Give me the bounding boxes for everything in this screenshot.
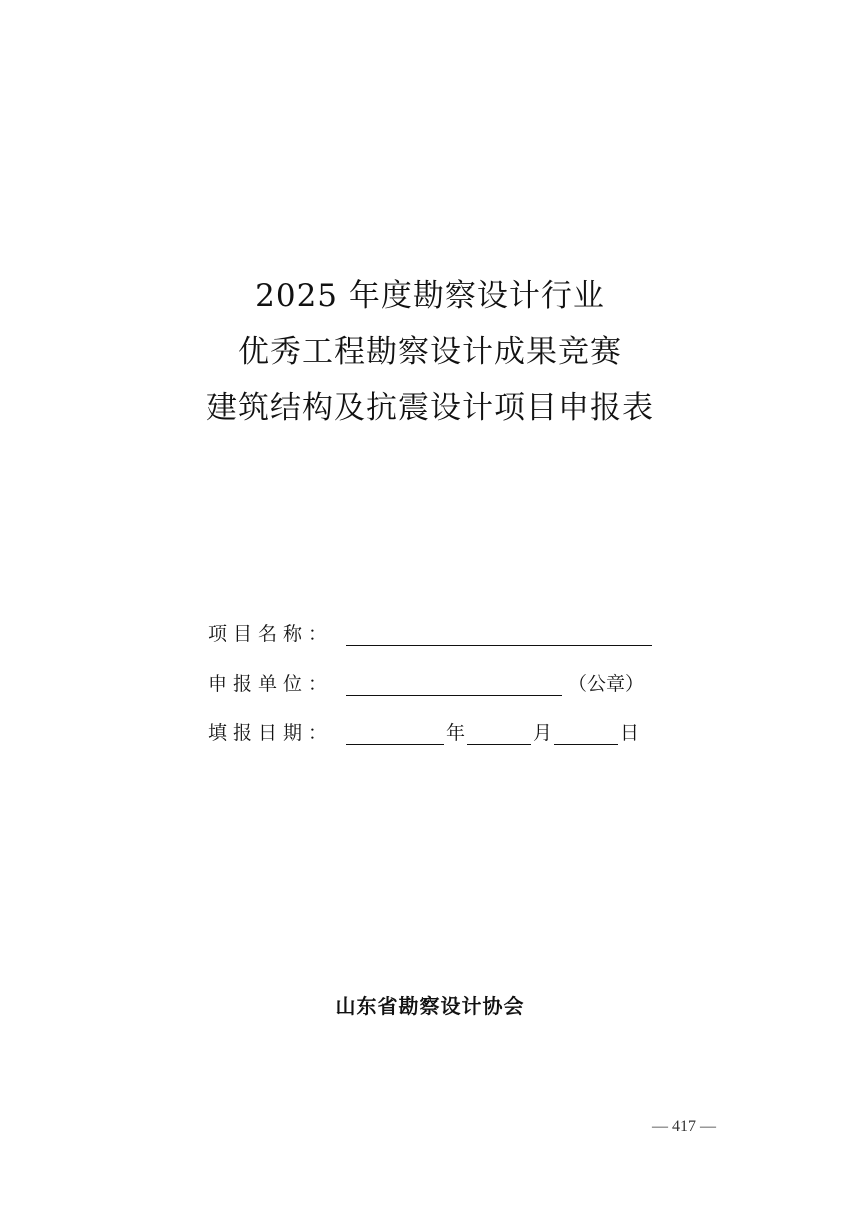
title-line-1: 2025 年度勘察设计行业 bbox=[255, 278, 605, 314]
organization-name: 山东省勘察设计协会 bbox=[335, 994, 525, 1018]
day-unit: 日 bbox=[620, 722, 640, 744]
month-unit: 月 bbox=[533, 722, 553, 744]
day-field[interactable] bbox=[554, 744, 618, 745]
fill-date-label: 填报日期： bbox=[208, 722, 334, 744]
applicant-unit-label: 申报单位： bbox=[208, 673, 334, 695]
seal-note: （公章） bbox=[568, 673, 645, 695]
project-name-label: 项目名称： bbox=[208, 623, 334, 645]
title-line-3: 建筑结构及抗震设计项目申报表 bbox=[206, 390, 654, 426]
month-field[interactable] bbox=[467, 744, 531, 745]
page-number: — 417 — bbox=[652, 1118, 716, 1135]
title-line-2: 优秀工程勘察设计成果竞赛 bbox=[238, 334, 622, 370]
year-field[interactable] bbox=[346, 744, 444, 745]
applicant-unit-field[interactable] bbox=[346, 695, 562, 696]
project-name-field[interactable] bbox=[346, 645, 652, 646]
year-unit: 年 bbox=[446, 722, 466, 744]
